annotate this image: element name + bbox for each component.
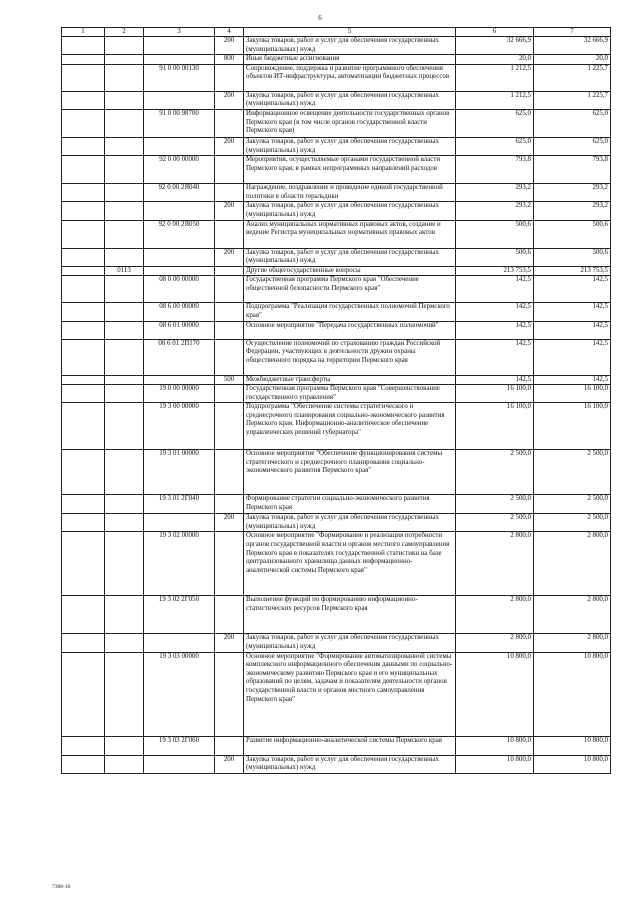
cell-section xyxy=(105,109,144,137)
cell-expense-type xyxy=(215,303,244,321)
table-row xyxy=(62,634,611,652)
column-header-6: 6 xyxy=(456,28,534,37)
column-header-1: 1 xyxy=(62,28,105,37)
cell-description: Развитие информационно-аналитической системы Пермского края xyxy=(244,736,456,755)
cell-amount-1: 16 100,0 xyxy=(456,403,534,450)
cell-amount-2: 10 800,0 xyxy=(534,652,611,736)
cell-amount-1: 10 800,0 xyxy=(456,736,534,755)
cell-target-code: 92 0 00 2Я040 xyxy=(144,184,215,202)
cell-amount-1: 1 212,5 xyxy=(456,91,534,109)
cell-expense-type: 200 xyxy=(215,137,244,155)
cell-amount-2: 625,0 xyxy=(534,109,611,137)
cell-expense-type: 200 xyxy=(215,202,244,220)
cell-target-code: 19 3 02 00000 xyxy=(144,532,215,596)
cell-amount-2: 1 225,7 xyxy=(534,64,611,91)
cell-amount-1: 32 666,9 xyxy=(456,37,534,55)
header-row xyxy=(62,28,611,37)
table-row xyxy=(62,202,611,220)
cell-col1 xyxy=(62,634,105,652)
cell-description: Осуществление полномочий по страхованию граждан Российской Федерации, участвующих в деятельности дружин охраны общественного порядка на территории Пермского края xyxy=(244,339,456,375)
cell-description: Подпрограмма "Обеспечение системы стратегического и среднесрочного планирования социально-экономического развития Пермского края. Информационно-аналитическое обеспечение управленческих решений губернатора" xyxy=(244,403,456,450)
table-row xyxy=(62,184,611,202)
cell-target-code: 19 3 01 2Г040 xyxy=(144,495,215,514)
cell-section xyxy=(105,248,144,266)
cell-section xyxy=(105,156,144,184)
cell-target-code: 08 6 00 00000 xyxy=(144,303,215,321)
cell-col1 xyxy=(62,64,105,91)
cell-target-code: 19 3 02 2Г050 xyxy=(144,596,215,634)
cell-amount-1: 16 100,0 xyxy=(456,385,534,403)
cell-description: Информационное освещение деятельности государственных органов Пермского края (в том числе органов государственной власти Пермского края) xyxy=(244,109,456,137)
cell-expense-type xyxy=(215,156,244,184)
cell-amount-2: 793,8 xyxy=(534,156,611,184)
cell-col1 xyxy=(62,596,105,634)
cell-section xyxy=(105,220,144,248)
cell-amount-2: 2 800,0 xyxy=(534,532,611,596)
cell-amount-1: 142,5 xyxy=(456,339,534,375)
cell-section: 0113 xyxy=(105,266,144,276)
cell-section xyxy=(105,634,144,652)
cell-col1 xyxy=(62,248,105,266)
budget-table xyxy=(61,27,611,774)
cell-section xyxy=(105,321,144,339)
cell-col1 xyxy=(62,514,105,532)
cell-expense-type xyxy=(215,596,244,634)
cell-col1 xyxy=(62,276,105,303)
table-row xyxy=(62,736,611,755)
cell-description: Закупка товаров, работ и услуг для обеспечения государственных (муниципальных) нужд xyxy=(244,91,456,109)
cell-amount-1: 500,6 xyxy=(456,248,534,266)
cell-amount-2: 2 800,0 xyxy=(534,634,611,652)
cell-amount-2: 2 500,0 xyxy=(534,495,611,514)
cell-section xyxy=(105,532,144,596)
cell-col1 xyxy=(62,303,105,321)
cell-col1 xyxy=(62,202,105,220)
cell-expense-type: 500 xyxy=(215,375,244,385)
cell-section xyxy=(105,495,144,514)
cell-description: Основное мероприятие "Передача государственных полномочий" xyxy=(244,321,456,339)
cell-expense-type xyxy=(215,64,244,91)
cell-section xyxy=(105,55,144,65)
cell-amount-2: 1 225,7 xyxy=(534,91,611,109)
cell-col1 xyxy=(62,266,105,276)
cell-amount-1: 142,5 xyxy=(456,276,534,303)
cell-description: Награждение, поздравление и проведение единой государственной политики в области геральдики xyxy=(244,184,456,202)
cell-target-code xyxy=(144,202,215,220)
cell-section xyxy=(105,202,144,220)
cell-section xyxy=(105,303,144,321)
cell-section xyxy=(105,403,144,450)
cell-target-code: 19 3 03 2Г060 xyxy=(144,736,215,755)
table-row xyxy=(62,37,611,55)
cell-expense-type: 200 xyxy=(215,514,244,532)
cell-amount-1: 142,5 xyxy=(456,375,534,385)
cell-col1 xyxy=(62,109,105,137)
cell-col1 xyxy=(62,375,105,385)
cell-description: Анализ муниципальных нормативных правовых актов, создание и ведение Регистра муниципальных нормативных правовых актов xyxy=(244,220,456,248)
page-number: 6 xyxy=(318,14,322,22)
cell-description: Мероприятия, осуществляемые органами государственной власти Пермского края, в рамках непрограммных направлений расходов xyxy=(244,156,456,184)
cell-section xyxy=(105,64,144,91)
cell-description: Сопровождение, поддержка и развитие программного обеспечения объектов ИТ-инфраструктуры, автоматизации бюджетных процессов xyxy=(244,64,456,91)
cell-section xyxy=(105,137,144,155)
cell-col1 xyxy=(62,532,105,596)
cell-description: Государственная программа Пермского края "Обеспечение общественной безопасности Пермского края" xyxy=(244,276,456,303)
cell-expense-type xyxy=(215,339,244,375)
cell-expense-type xyxy=(215,184,244,202)
table-row xyxy=(62,495,611,514)
cell-expense-type xyxy=(215,736,244,755)
cell-section xyxy=(105,339,144,375)
table-row xyxy=(62,91,611,109)
table-row xyxy=(62,109,611,137)
cell-col1 xyxy=(62,91,105,109)
cell-target-code: 91 0 00 98700 xyxy=(144,109,215,137)
table-row xyxy=(62,385,611,403)
cell-amount-2: 10 800,0 xyxy=(534,755,611,773)
cell-expense-type: 200 xyxy=(215,37,244,55)
cell-section xyxy=(105,596,144,634)
cell-section xyxy=(105,37,144,55)
cell-description: Закупка товаров, работ и услуг для обеспечения государственных (муниципальных) нужд xyxy=(244,202,456,220)
table-row xyxy=(62,532,611,596)
cell-description: Основное мероприятие "Формирование и реализация потребности органов государственной власти и органов местного самоуправления Пермского края в показателях государственной статистики на базе централизованного хранилища данных информационно-аналитической системы Пермского края" xyxy=(244,532,456,596)
cell-amount-1: 625,0 xyxy=(456,137,534,155)
cell-amount-1: 293,2 xyxy=(456,184,534,202)
cell-target-code: 92 0 00 2Я050 xyxy=(144,220,215,248)
cell-expense-type xyxy=(215,450,244,495)
table-row xyxy=(62,55,611,65)
cell-expense-type xyxy=(215,385,244,403)
cell-expense-type: 200 xyxy=(215,91,244,109)
cell-description: Другие общегосударственные вопросы xyxy=(244,266,456,276)
table-row xyxy=(62,652,611,736)
cell-description: Закупка товаров, работ и услуг для обеспечения государственных (муниципальных) нужд xyxy=(244,37,456,55)
cell-section xyxy=(105,276,144,303)
cell-target-code: 08 6 01 00000 xyxy=(144,321,215,339)
cell-target-code: 91 0 00 00130 xyxy=(144,64,215,91)
cell-description: Основное мероприятие "Обеспечение функционирования системы стратегического и среднесрочного планирования социально-экономического развития Пермского края" xyxy=(244,450,456,495)
cell-amount-2: 16 100,0 xyxy=(534,385,611,403)
cell-expense-type: 200 xyxy=(215,755,244,773)
cell-target-code: 92 0 00 00000 xyxy=(144,156,215,184)
cell-expense-type: 200 xyxy=(215,634,244,652)
cell-expense-type xyxy=(215,532,244,596)
cell-target-code: 19 3 01 00000 xyxy=(144,450,215,495)
cell-amount-1: 142,5 xyxy=(456,303,534,321)
cell-target-code xyxy=(144,375,215,385)
cell-section xyxy=(105,375,144,385)
table-row xyxy=(62,450,611,495)
cell-amount-1: 20,0 xyxy=(456,55,534,65)
cell-col1 xyxy=(62,156,105,184)
cell-amount-1: 2 800,0 xyxy=(456,532,534,596)
table-row xyxy=(62,321,611,339)
table-row xyxy=(62,137,611,155)
cell-amount-1: 2 800,0 xyxy=(456,596,534,634)
cell-target-code: 08 6 01 2П170 xyxy=(144,339,215,375)
column-header-7: 7 xyxy=(534,28,611,37)
cell-amount-2: 213 753,5 xyxy=(534,266,611,276)
cell-description: Закупка товаров, работ и услуг для обеспечения государственных (муниципальных) нужд xyxy=(244,514,456,532)
table-row xyxy=(62,266,611,276)
column-header-3: 3 xyxy=(144,28,215,37)
cell-col1 xyxy=(62,403,105,450)
cell-amount-2: 32 666,9 xyxy=(534,37,611,55)
cell-amount-1: 2 500,0 xyxy=(456,495,534,514)
cell-col1 xyxy=(62,55,105,65)
table-row xyxy=(62,64,611,91)
cell-target-code: 08 0 00 00000 xyxy=(144,276,215,303)
cell-section xyxy=(105,91,144,109)
cell-section xyxy=(105,385,144,403)
table-row xyxy=(62,375,611,385)
cell-amount-1: 2 500,0 xyxy=(456,450,534,495)
table-row xyxy=(62,755,611,773)
cell-target-code xyxy=(144,37,215,55)
cell-target-code xyxy=(144,266,215,276)
cell-amount-2: 142,5 xyxy=(534,303,611,321)
cell-col1 xyxy=(62,184,105,202)
cell-col1 xyxy=(62,755,105,773)
cell-section xyxy=(105,514,144,532)
cell-amount-2: 625,0 xyxy=(534,137,611,155)
cell-section xyxy=(105,652,144,736)
cell-target-code xyxy=(144,248,215,266)
cell-col1 xyxy=(62,385,105,403)
column-header-4: 4 xyxy=(215,28,244,37)
cell-section xyxy=(105,184,144,202)
cell-amount-1: 2 800,0 xyxy=(456,634,534,652)
cell-target-code: 19 0 00 00000 xyxy=(144,385,215,403)
table-row xyxy=(62,220,611,248)
cell-amount-1: 213 753,5 xyxy=(456,266,534,276)
table-row xyxy=(62,276,611,303)
cell-amount-1: 10 800,0 xyxy=(456,652,534,736)
cell-amount-2: 2 800,0 xyxy=(534,596,611,634)
cell-amount-2: 500,6 xyxy=(534,220,611,248)
cell-target-code xyxy=(144,634,215,652)
cell-target-code xyxy=(144,514,215,532)
cell-target-code xyxy=(144,55,215,65)
cell-amount-1: 500,6 xyxy=(456,220,534,248)
cell-amount-2: 293,2 xyxy=(534,202,611,220)
cell-expense-type xyxy=(215,321,244,339)
cell-col1 xyxy=(62,37,105,55)
cell-col1 xyxy=(62,450,105,495)
cell-col1 xyxy=(62,652,105,736)
cell-amount-1: 293,2 xyxy=(456,202,534,220)
cell-description: Закупка товаров, работ и услуг для обеспечения государственных (муниципальных) нужд xyxy=(244,755,456,773)
cell-expense-type xyxy=(215,276,244,303)
cell-target-code: 19 3 03 00000 xyxy=(144,652,215,736)
cell-expense-type xyxy=(215,266,244,276)
column-header-5: 5 xyxy=(244,28,456,37)
cell-amount-2: 293,2 xyxy=(534,184,611,202)
table-row xyxy=(62,303,611,321)
cell-expense-type xyxy=(215,495,244,514)
cell-description: Формирование стратегии социально-экономического развития Пермского края xyxy=(244,495,456,514)
cell-amount-2: 500,6 xyxy=(534,248,611,266)
cell-section xyxy=(105,755,144,773)
cell-target-code xyxy=(144,755,215,773)
cell-expense-type: 800 xyxy=(215,55,244,65)
cell-amount-2: 20,0 xyxy=(534,55,611,65)
table-row xyxy=(62,156,611,184)
cell-description: Иные бюджетные ассигнования xyxy=(244,55,456,65)
cell-amount-2: 142,5 xyxy=(534,276,611,303)
cell-description: Межбюджетные трансферты xyxy=(244,375,456,385)
table-row xyxy=(62,403,611,450)
table-row xyxy=(62,339,611,375)
cell-expense-type: 200 xyxy=(215,248,244,266)
cell-col1 xyxy=(62,220,105,248)
table-body xyxy=(62,37,611,774)
cell-col1 xyxy=(62,339,105,375)
cell-description: Закупка товаров, работ и услуг для обеспечения государственных (муниципальных) нужд xyxy=(244,137,456,155)
cell-description: Закупка товаров, работ и услуг для обеспечения государственных (муниципальных) нужд xyxy=(244,248,456,266)
cell-description: Подпрограмма "Реализация государственных полномочий Пермского края" xyxy=(244,303,456,321)
cell-description: Государственная программа Пермского края "Совершенствование государственного управления" xyxy=(244,385,456,403)
column-header-2: 2 xyxy=(105,28,144,37)
cell-amount-1: 10 800,0 xyxy=(456,755,534,773)
cell-target-code xyxy=(144,137,215,155)
cell-col1 xyxy=(62,736,105,755)
cell-expense-type xyxy=(215,652,244,736)
cell-amount-2: 10 800,0 xyxy=(534,736,611,755)
cell-description: Основное мероприятие "Формирование автоматизированной системы комплексного информационного обеспечения данными по социально-экономическому развитию Пермского края и его муниципальных образований по целям, задачам и показателям деятельности органов государственной власти и органов местного самоуправления Пермского края" xyxy=(244,652,456,736)
cell-col1 xyxy=(62,137,105,155)
cell-amount-2: 16 100,0 xyxy=(534,403,611,450)
cell-description: Выполнение функций по формированию информационно-статистических ресурсов Пермского края xyxy=(244,596,456,634)
cell-amount-1: 2 500,0 xyxy=(456,514,534,532)
cell-amount-1: 142,5 xyxy=(456,321,534,339)
cell-expense-type xyxy=(215,109,244,137)
cell-target-code xyxy=(144,91,215,109)
cell-col1 xyxy=(62,495,105,514)
cell-amount-2: 2 500,0 xyxy=(534,450,611,495)
footer-code: 7308-16 xyxy=(52,884,71,890)
cell-amount-2: 2 500,0 xyxy=(534,514,611,532)
cell-section xyxy=(105,736,144,755)
cell-amount-2: 142,5 xyxy=(534,339,611,375)
cell-target-code: 19 3 00 00000 xyxy=(144,403,215,450)
cell-amount-1: 625,0 xyxy=(456,109,534,137)
cell-col1 xyxy=(62,321,105,339)
cell-description: Закупка товаров, работ и услуг для обеспечения государственных (муниципальных) нужд xyxy=(244,634,456,652)
cell-section xyxy=(105,450,144,495)
table-row xyxy=(62,596,611,634)
cell-expense-type xyxy=(215,220,244,248)
cell-amount-2: 142,5 xyxy=(534,375,611,385)
table-row xyxy=(62,248,611,266)
cell-amount-1: 793,8 xyxy=(456,156,534,184)
table-row xyxy=(62,514,611,532)
cell-amount-2: 142,5 xyxy=(534,321,611,339)
cell-amount-1: 1 212,5 xyxy=(456,64,534,91)
cell-expense-type xyxy=(215,403,244,450)
